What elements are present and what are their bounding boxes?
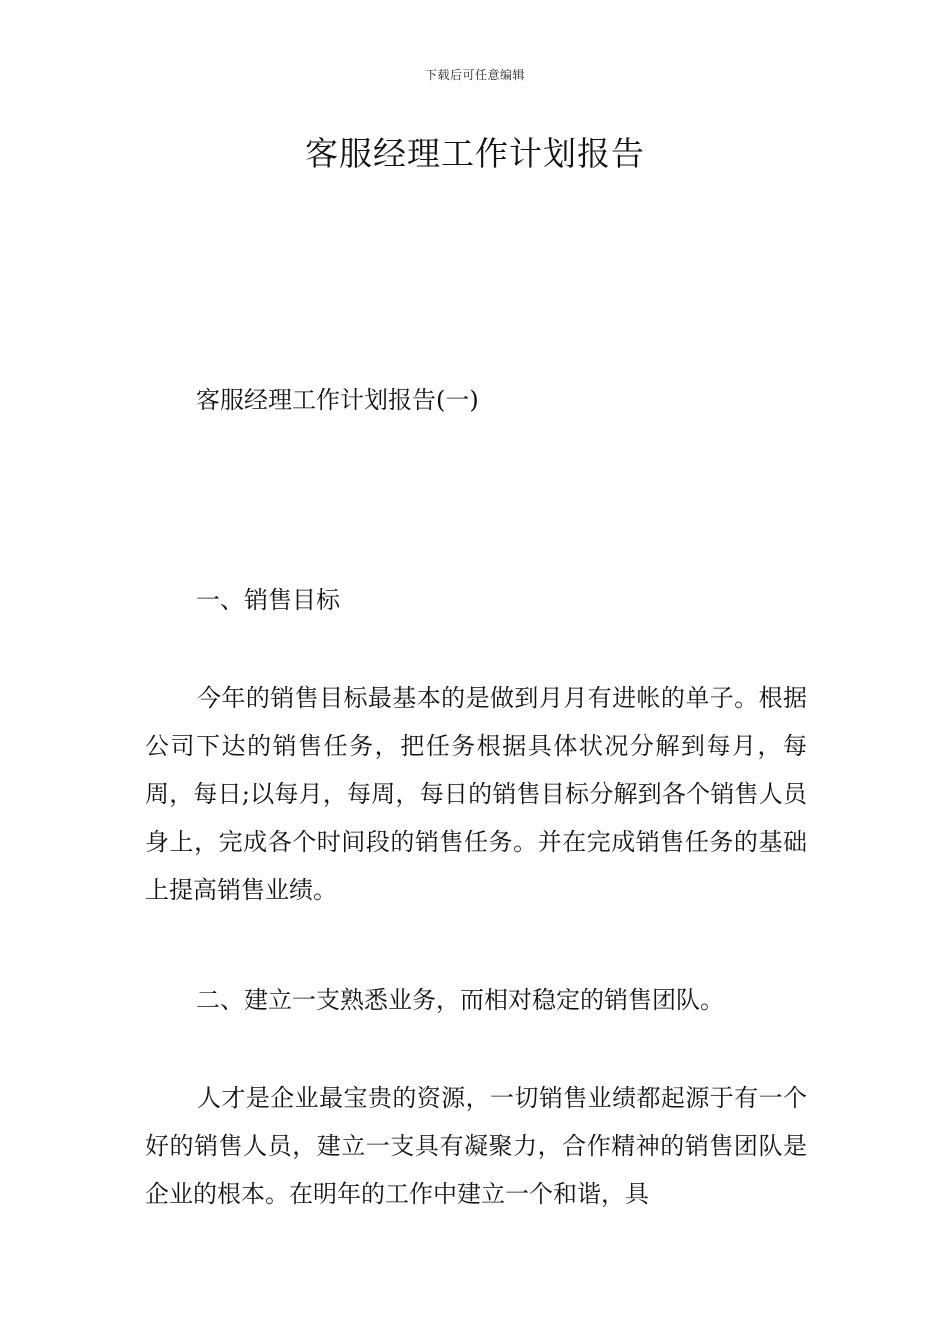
section-paragraph-sales-team: 人才是企业最宝贵的资源，一切销售业绩都起源于有一个好的销售人员，建立一支具有凝聚力，合作精神的销售团队是企业的根本。在明年的工作中建立一个和谐，具	[145, 1084, 807, 1208]
document-title: 客服经理工作计划报告	[305, 134, 645, 173]
header-note: 下载后可任意编辑	[424, 68, 525, 82]
document-subtitle: 客服经理工作计划报告(一)	[196, 386, 479, 414]
section-heading-sales-target: 一、销售目标	[196, 586, 340, 614]
section-heading-sales-team: 二、建立一支熟悉业务，而相对稳定的销售团队。	[196, 986, 724, 1014]
section-paragraph-sales-target: 今年的销售目标最基本的是做到月月有进帐的单子。根据公司下达的销售任务，把任务根据具体状况分解到每月，每周，每日;以每月，每周，每日的销售目标分解到各个销售人员身上，完成各个时间段的销售任务。并在完成销售任务的基础上提高销售业绩。	[145, 684, 807, 904]
